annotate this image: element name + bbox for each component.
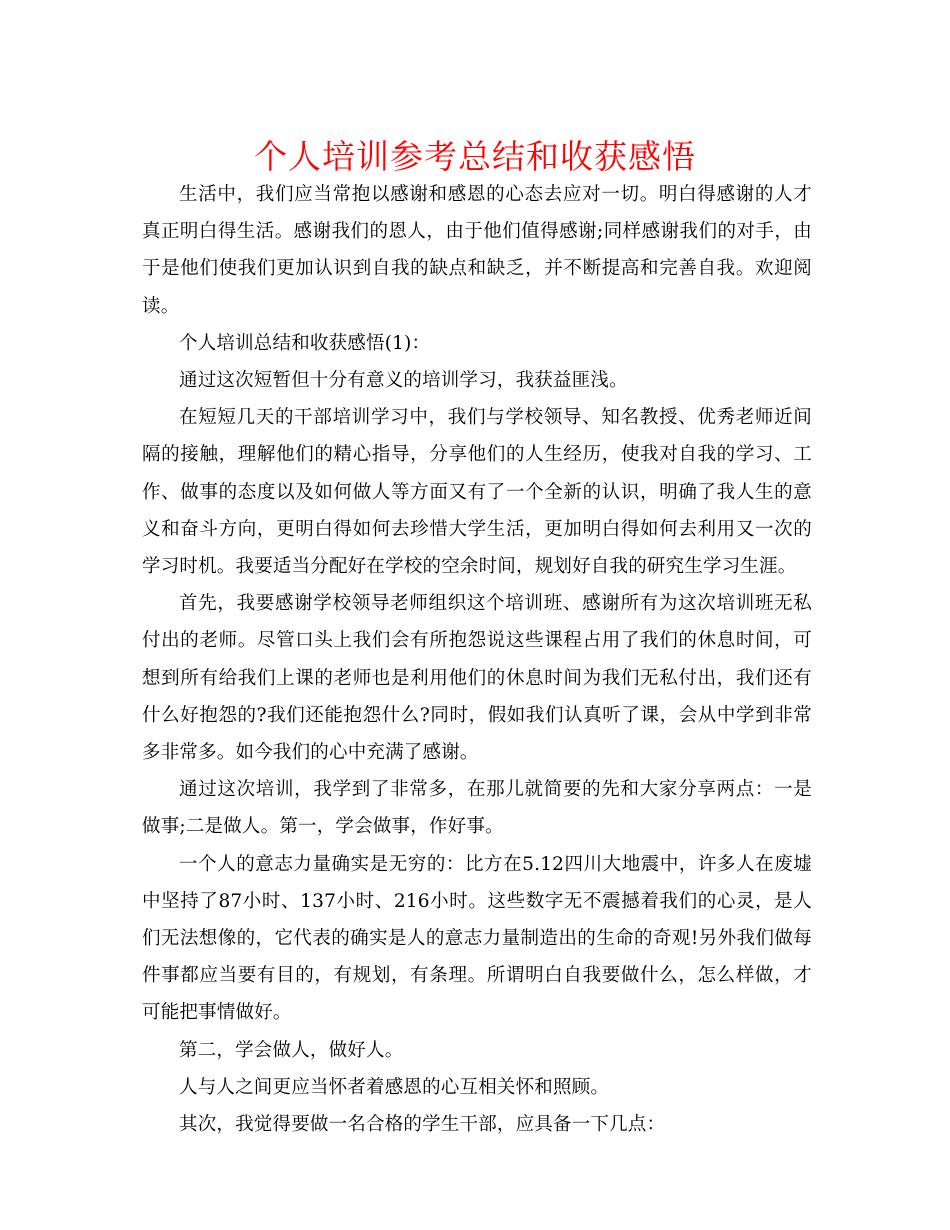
paragraph: 一个人的意志力量确实是无穷的：比方在5.12四川大地震中，许多人在废墟中坚持了87小时、137小时、216小时。这些数字无不震撼着我们的心灵，是人们无法想像的，它代表的确实是人的意志力量制造出的生命的奇观!另外我们做每件事都应当要有目的，有规划，有条理。所谓明白自我要做什么，怎么样做，才可能把事情做好。 [142, 853, 812, 1024]
paragraph-section-heading: 个人培训总结和收获感悟(1)： [179, 332, 431, 354]
paragraph: 其次，我觉得要做一名合格的学生干部，应具备一下几点： [179, 1114, 666, 1136]
paragraph: 通过这次培训，我学到了非常多，在那儿就简要的先和大家分享两点：一是做事;二是做人。第一，学会做事，作好事。 [142, 779, 812, 838]
document-body [142, 176, 812, 1143]
paragraph: 第二，学会做人，做好人。 [179, 1039, 404, 1061]
paragraph: 首先，我要感谢学校领导老师组织这个培训班、感谢所有为这次培训班无私付出的老师。尽管口头上我们会有所抱怨说这些课程占用了我们的休息时间，可想到所有给我们上课的老师也是利用他们的休息时间为我们无私付出，我们还有什么好抱怨的?我们还能抱怨什么?同时，假如我们认真听了课，会从中学到非常多非常多。如今我们的心中充满了感谢。 [142, 593, 812, 764]
paragraph: 通过这次短暂但十分有意义的培训学习，我获益匪浅。 [179, 370, 628, 392]
document-title: 个人培训参考总结和收获感悟 [254, 137, 696, 176]
paragraph: 人与人之间更应当怀者着感恩的心互相关怀和照顾。 [179, 1076, 610, 1098]
paragraph: 在短短几天的干部培训学习中，我们与学校领导、知名教授、优秀老师近间隔的接触，理解他们的精心指导，分享他们的人生经历，使我对自我的学习、工作、做事的态度以及如何做人等方面又有了一个全新的认识，明确了我人生的意义和奋斗方向，更明白得如何去珍惜大学生活，更加明白得如何去利用又一次的学习时机。我要适当分配好在学校的空余时间，规划好自我的研究生学习生涯。 [142, 407, 812, 578]
paragraph-intro: 生活中，我们应当常抱以感谢和感恩的心态去应对一切。明白得感谢的人才真正明白得生活。感谢我们的恩人，由于他们值得感谢;同样感谢我们的对手，由于是他们使我们更加认识到自我的缺点和缺乏，并不断提高和完善自我。欢迎阅读。 [142, 184, 812, 317]
